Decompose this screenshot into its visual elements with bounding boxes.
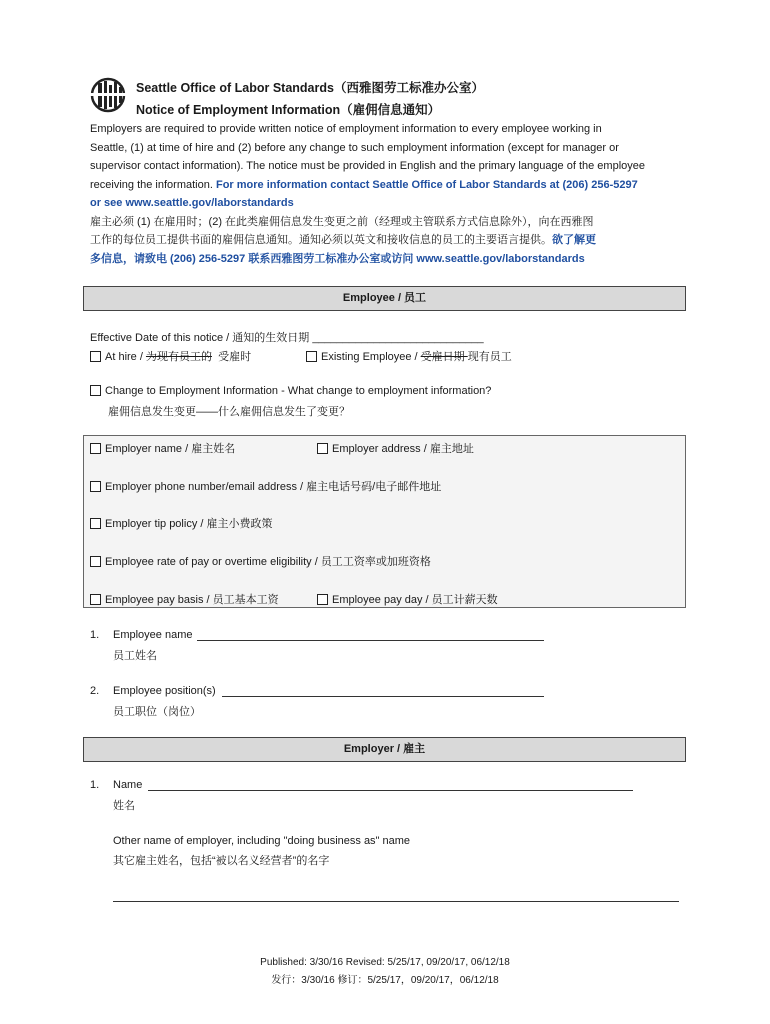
change-info-label: Change to Employment Information - What change to employment information? (105, 385, 492, 397)
existing-employee-option[interactable] (306, 348, 512, 364)
existing-employee-checkbox[interactable] (306, 351, 317, 362)
other-employer-name-label-zh: 其它雇主姓名，包括“被以名义经营者”的名字 (113, 855, 330, 867)
rate-of-pay-label: Employee rate of pay or overtime eligibility / 员工工资率或加班资格 (105, 556, 431, 568)
tip-policy-option[interactable] (90, 515, 272, 531)
pay-basis-checkbox[interactable] (90, 594, 101, 605)
existing-employee-struck-text: 受雇日期 (420, 351, 468, 363)
document-subtitle: Notice of Employment Information（雇佣信息通知） (136, 103, 441, 117)
employer-name-label: Employer name / 雇主姓名 (105, 443, 236, 455)
tip-policy-checkbox[interactable] (90, 518, 101, 529)
at-hire-checkbox[interactable] (90, 351, 101, 362)
employee-name-label-zh: 员工姓名 (113, 650, 157, 662)
at-hire-label: At hire / (105, 351, 146, 363)
pay-basis-label: Employee pay basis / 员工基本工资 (105, 594, 279, 606)
intro-line-zh: 雇主必须 (1) 在雇用时；(2) 在此类雇佣信息发生变更之前（经理或主管联系方式信息除外），向在西雅图 (90, 215, 594, 228)
pay-day-option[interactable] (317, 591, 498, 607)
tip-policy-label: Employer tip policy / 雇主小费政策 (105, 518, 273, 530)
employee-position-label-zh: 员工职位（岗位） (113, 706, 201, 718)
pay-basis-option[interactable] (90, 591, 279, 607)
item-number: 2. (90, 685, 100, 697)
employer-name-field[interactable] (148, 790, 633, 791)
employer-name-checkbox[interactable] (90, 443, 101, 454)
intro-line (90, 176, 680, 195)
existing-employee-suffix: 现有员工 (467, 351, 512, 363)
contact-website[interactable]: or see www.seattle.gov/laborstandards (90, 197, 294, 209)
other-employer-name-field[interactable] (113, 901, 679, 902)
intro-paragraph (90, 120, 680, 268)
employer-name-option[interactable] (90, 440, 235, 456)
employer-section-header: Employer / 雇主 (83, 737, 686, 762)
rate-of-pay-option[interactable] (90, 553, 431, 569)
change-info-label-zh: 雇佣信息发生变更——什么雇佣信息发生了变更？ (108, 406, 350, 418)
intro-line: Employers are required to provide written notice of employment information to every employee working in (90, 123, 602, 135)
document-title: Seattle Office of Labor Standards（西雅图劳工标准办公室） (136, 81, 484, 95)
contact-info-zh: 欲了解更 (552, 234, 596, 246)
employer-address-option[interactable] (317, 440, 474, 456)
employee-section-header: Employee / 员工 (83, 286, 686, 311)
publication-info: Published: 3/30/16 Revised: 5/25/17, 09/20/17, 06/12/18 (260, 957, 510, 968)
employer-name-field-label: Name (113, 779, 143, 791)
seattle-seal-icon (90, 77, 128, 113)
at-hire-struck-text: 为现有员工的 (145, 351, 212, 363)
employee-position-label: Employee position(s) (113, 685, 216, 697)
contact-info: For more information contact Seattle Office of Labor Standards at (206) 256-5297 (215, 178, 638, 191)
item-number: 1. (90, 629, 100, 641)
employee-name-field[interactable] (197, 640, 544, 641)
employer-phone-checkbox[interactable] (90, 481, 101, 492)
item-number: 1. (90, 779, 100, 791)
effective-date-field[interactable]: Effective Date of this notice / 通知的生效日期 ____________________________ (90, 332, 484, 344)
employer-address-label: Employer address / 雇主地址 (332, 443, 474, 455)
change-info-checkbox[interactable] (90, 385, 101, 396)
rate-of-pay-checkbox[interactable] (90, 556, 101, 567)
employee-position-field[interactable] (222, 696, 544, 697)
at-hire-suffix: 受雇时 (211, 351, 252, 363)
change-info-option[interactable] (90, 385, 491, 397)
pay-day-label: Employee pay day / 员工计薪天数 (332, 594, 498, 606)
employer-phone-label: Employer phone number/email address / 雇主电话号码/电子邮件地址 (105, 481, 442, 493)
employer-address-checkbox[interactable] (317, 443, 328, 454)
employee-name-label: Employee name (113, 629, 193, 641)
pay-day-checkbox[interactable] (317, 594, 328, 605)
publication-info-zh: 发行：3/30/16 修订：5/25/17，09/20/17，06/12/18 (271, 975, 499, 986)
at-hire-option[interactable] (90, 348, 251, 364)
other-employer-name-label: Other name of employer, including "doing business as" name (113, 835, 411, 847)
intro-line: supervisor contact information). The notice must be provided in English and the primary language of the employee (90, 160, 645, 172)
employer-name-field-label-zh: 姓名 (113, 800, 135, 812)
intro-text-zh: 工作的每位员工提供书面的雇佣信息通知。通知必须以英文和接收信息的员工的主要语言提供。 (90, 234, 552, 246)
contact-info-zh: 多信息，请致电 (206) 256-5297 联系西雅图劳工标准办公室或访问 www.seattle.gov/laborstandards (90, 252, 585, 265)
intro-line: Seattle, (1) at time of hire and (2) before any change to such employment information (except for manager or (90, 141, 619, 154)
intro-text: receiving the information. (90, 178, 213, 191)
existing-employee-label: Existing Employee / (321, 351, 421, 363)
intro-line-zh (90, 231, 680, 250)
employer-phone-option[interactable] (90, 478, 441, 494)
